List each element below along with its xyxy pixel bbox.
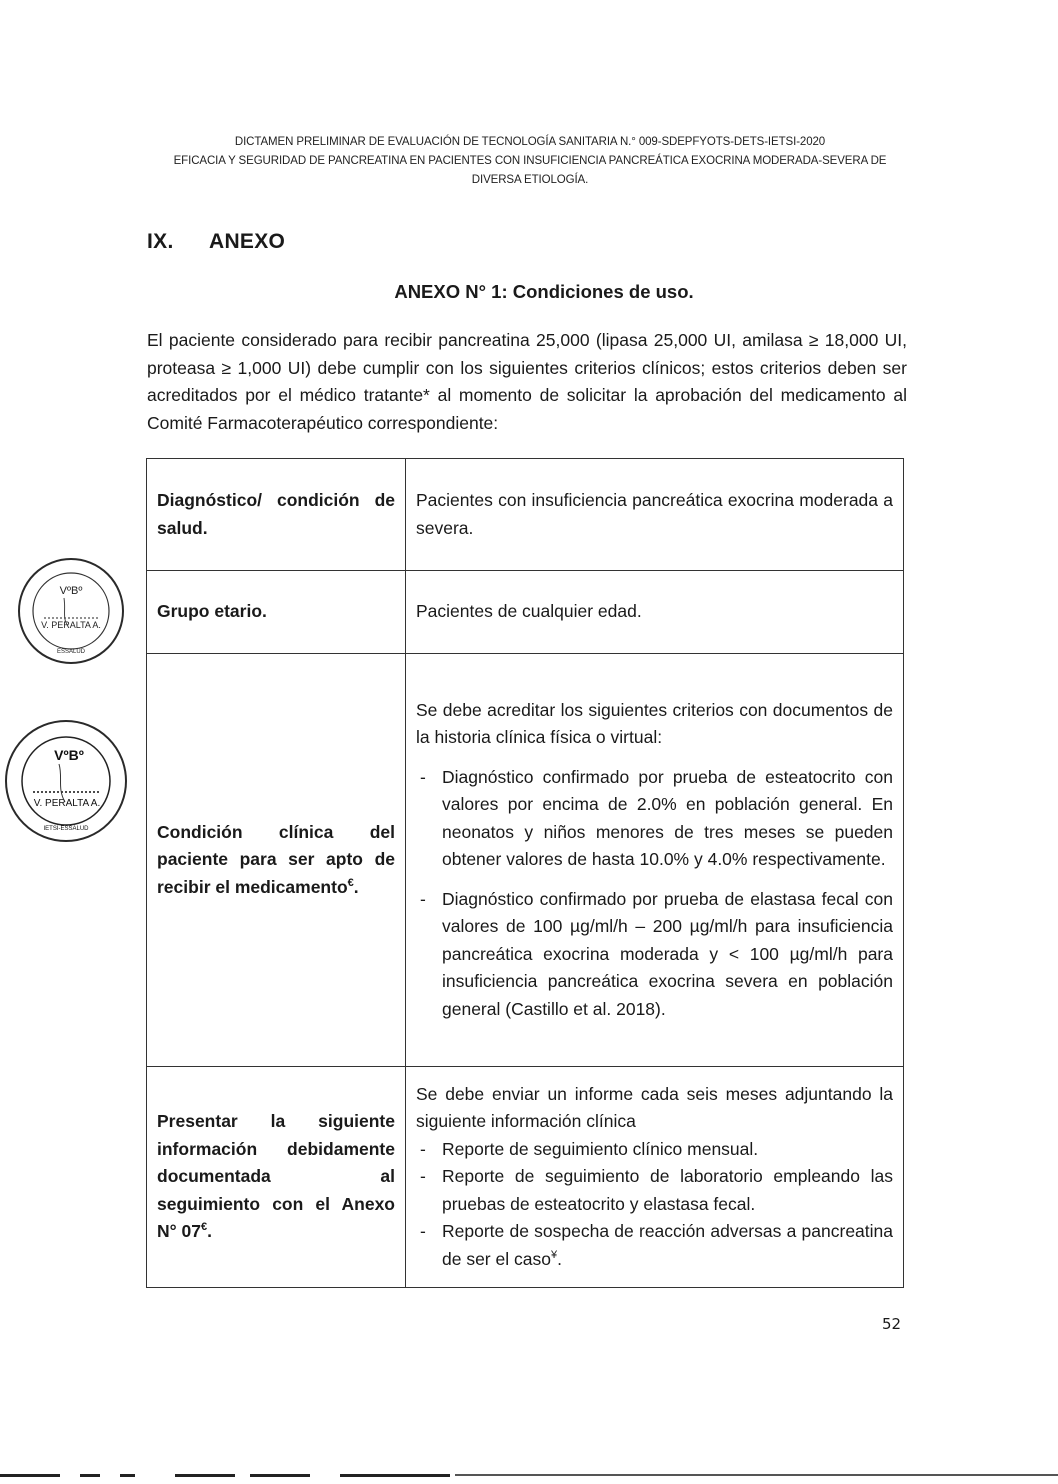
table-row [147, 459, 904, 571]
scan-edge-line [250, 1474, 310, 1477]
table-row [147, 1067, 904, 1288]
section-title: ANEXO [209, 230, 286, 253]
table-row [147, 654, 904, 1067]
euro-footnote-mark: € [200, 1221, 208, 1234]
table-row [147, 571, 904, 654]
row-label-text: Presentar la siguiente información debidamente documentada al seguimiento con el Anexo N° 07 [157, 1111, 395, 1242]
stamp-seal-icon [7, 722, 125, 840]
row-label-text: Condición clínica del paciente para ser apto de recibir el medicamento [157, 821, 395, 897]
header-line-3: DIVERSA ETIOLOGÍA. [471, 174, 589, 186]
followup-intro: Se debe enviar un informe cada seis meses adjuntando la siguiente información clínica [416, 1083, 893, 1132]
scan-edge-line [0, 1474, 60, 1477]
list-item [416, 1218, 893, 1273]
row-label-end: . [353, 876, 359, 897]
page-number: 52 [882, 1315, 902, 1333]
scan-edge-line [175, 1474, 235, 1477]
section-heading [147, 230, 285, 254]
header-line-2: EFICACIA Y SEGURIDAD DE PANCREATINA EN PACIENTES CON INSUFICIENCIA PANCREÁTICA EXOCRINA MODERADA-SEVERA DE [173, 155, 887, 167]
document-header [150, 133, 910, 190]
stamp-name: V. PERALTA A. [41, 620, 101, 630]
conditions-table [146, 458, 904, 1288]
row-content: Pacientes con insuficiencia pancreática exocrina moderada a severa. [406, 459, 904, 571]
annex-title: ANEXO N° 1: Condiciones de uso. [394, 281, 694, 302]
row-label [147, 654, 406, 1067]
scan-edge-line [455, 1474, 1058, 1476]
approval-stamp-2 [5, 720, 127, 842]
list-item: - Reporte de seguimiento de laboratorio empleando las pruebas de esteatocrito y elastasa fecal. [416, 1163, 893, 1218]
followup-list [416, 1136, 893, 1274]
criteria-list [416, 764, 893, 1024]
stamp-org: IETSI-ESSALUD [43, 826, 89, 832]
criteria-intro: Se debe acreditar los siguientes criterios con documentos de la historia clínica física o virtual: [416, 699, 893, 748]
stamp-vobo: VºBº [54, 747, 84, 763]
list-item: - Reporte de seguimiento clínico mensual. [416, 1136, 893, 1164]
euro-footnote-mark: € [347, 876, 354, 889]
yen-footnote-mark: ¥ [550, 1248, 558, 1261]
row-content [406, 654, 904, 1067]
row-label [147, 1067, 406, 1288]
list-item: - Diagnóstico confirmado por prueba de esteatocrito con valores por encima de 2.0% en población general. En neonatos y niños menores de tres meses se pueden obtener valores de hasta 10.0% y 4.0% respectivamente. [416, 764, 893, 874]
header-line-1: DICTAMEN PRELIMINAR DE EVALUACIÓN DE TECNOLOGÍA SANITARIA N.° 009-SDEPFYOTS-DETS-IETSI-2020 [234, 136, 826, 148]
stamp-org: ESSALUD [56, 649, 86, 655]
row-label-end: . [207, 1221, 212, 1242]
scan-edge-line [120, 1474, 135, 1477]
section-number: IX. [147, 230, 174, 253]
scan-edge-line [80, 1474, 100, 1477]
stamp-vobo: VºBº [59, 585, 83, 597]
list-item: - Diagnóstico confirmado por prueba de elastasa fecal con valores de 100 µg/ml/h – 200 µg/ml/h para insuficiencia pancreática exocrina moderada y < 100 µg/ml/h para insuficiencia pancreática exocrina severa en población general (Castillo et al. 2018). [416, 886, 893, 1024]
stamp-name: V. PERALTA A. [33, 798, 101, 809]
stamp-seal-icon [20, 560, 122, 662]
list-item-text: Reporte de sospecha de reacción adversas a pancreatina de ser el caso [442, 1221, 893, 1269]
intro-paragraph: El paciente considerado para recibir pancreatina 25,000 (lipasa 25,000 UI, amilasa ≥ 18,000 UI, proteasa ≥ 1,000 UI) debe cumplir con los siguientes criterios clínicos; estos criterios deben ser acreditados por el médico tratante* al momento de solicitar la aprobación del medicamento al Comité Farmacoterapéutico correspondiente: [147, 330, 907, 433]
scan-edge-line [340, 1474, 450, 1477]
row-content: Pacientes de cualquier edad. [406, 571, 904, 654]
row-label: Grupo etario. [147, 571, 406, 654]
approval-stamp-1 [18, 558, 124, 664]
list-item-end: . [557, 1248, 562, 1269]
row-content [406, 1067, 904, 1288]
row-label: Diagnóstico/ condición de salud. [147, 459, 406, 571]
